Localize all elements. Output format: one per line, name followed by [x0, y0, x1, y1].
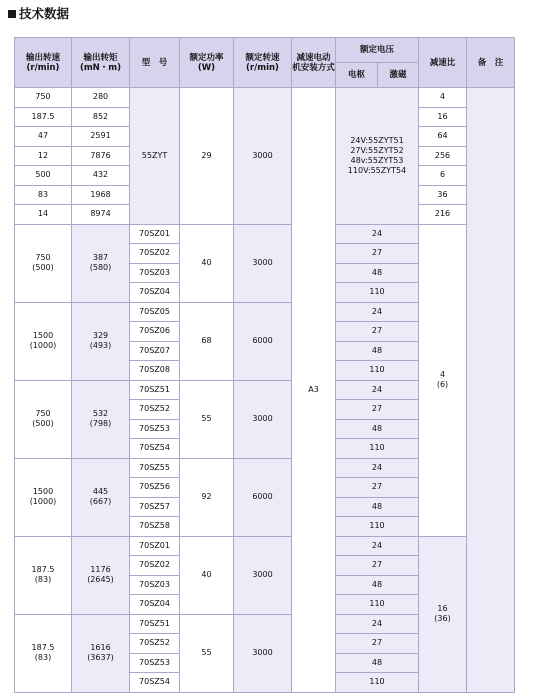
cell-line: 387	[92, 253, 109, 262]
power-cell: 29	[180, 88, 234, 225]
ratio-cell: 16	[419, 107, 467, 127]
voltage-cell: 110	[336, 517, 419, 537]
voltage-cell: 110	[336, 439, 419, 459]
model-cell: 70SZ51	[130, 380, 180, 400]
table-row	[15, 224, 515, 244]
header-output-torque: 输出转矩 (mN・m)	[72, 38, 130, 88]
voltage-cell: 48	[336, 263, 419, 283]
cell-line: (83)	[34, 575, 52, 584]
cell-line: 1500	[32, 331, 54, 340]
torque-cell	[72, 224, 130, 302]
ratio-cell	[419, 536, 467, 692]
model-cell: 55ZYT	[130, 88, 180, 225]
cell-line: 4	[439, 370, 446, 379]
cell-line: (2645)	[87, 575, 114, 584]
voltage-cell: 24	[336, 302, 419, 322]
model-cell: 70SZ06	[130, 322, 180, 342]
cell-line: (1000)	[29, 341, 57, 350]
voltage-cell: 48	[336, 653, 419, 673]
model-cell: 70SZ54	[130, 439, 180, 459]
power-cell: 55	[180, 380, 234, 458]
rated-speed-cell: 3000	[234, 614, 292, 692]
voltage-cell: 24	[336, 380, 419, 400]
speed-cell	[15, 458, 72, 536]
cell-line: (667)	[89, 497, 112, 506]
voltage-cell: 110	[336, 673, 419, 693]
voltage-cell: 27	[336, 556, 419, 576]
torque-cell	[72, 302, 130, 380]
speed-cell: 500	[15, 166, 72, 186]
voltage-cell: 24	[336, 224, 419, 244]
cell-line: (500)	[32, 419, 54, 428]
voltage-cell: 110	[336, 361, 419, 381]
header-rated-speed: 额定转速 (r/min)	[234, 38, 292, 88]
model-cell: 70SZ52	[130, 634, 180, 654]
table-body	[15, 88, 515, 693]
header-output-speed: 输出转速 (r/min)	[15, 38, 72, 88]
cell-line: (493)	[89, 341, 112, 350]
model-cell: 70SZ53	[130, 419, 180, 439]
torque-cell	[72, 614, 130, 692]
rated-speed-cell: 3000	[234, 224, 292, 302]
voltage-cell: 24	[336, 614, 419, 634]
speed-cell: 12	[15, 146, 72, 166]
torque-cell: 8974	[72, 205, 130, 225]
cell-line: (1000)	[29, 497, 57, 506]
speed-cell: 47	[15, 127, 72, 147]
model-cell: 70SZ02	[130, 244, 180, 264]
model-cell: 70SZ56	[130, 478, 180, 498]
voltage-cell: 110	[336, 283, 419, 303]
voltage-cell: 27	[336, 634, 419, 654]
speed-cell	[15, 536, 72, 614]
model-cell: 70SZ04	[130, 283, 180, 303]
rated-speed-cell: 3000	[234, 380, 292, 458]
cell-line: 48v:55ZYT53	[350, 155, 404, 165]
cell-line: 187.5	[31, 643, 55, 652]
speed-cell: 187.5	[15, 107, 72, 127]
header-excitation: 激磁	[378, 63, 419, 88]
voltage-cell: 110	[336, 595, 419, 615]
cell-line: 110V:55ZYT54	[347, 165, 407, 175]
model-cell: 70SZ07	[130, 341, 180, 361]
voltage-cell: 48	[336, 341, 419, 361]
speed-cell	[15, 614, 72, 692]
power-cell: 92	[180, 458, 234, 536]
model-cell: 70SZ51	[130, 614, 180, 634]
speed-cell: 83	[15, 185, 72, 205]
model-cell: 70SZ54	[130, 673, 180, 693]
torque-cell: 7876	[72, 146, 130, 166]
torque-cell: 2591	[72, 127, 130, 147]
model-cell: 70SZ03	[130, 575, 180, 595]
ratio-cell: 4	[419, 88, 467, 108]
torque-cell: 1968	[72, 185, 130, 205]
cell-line: (580)	[89, 263, 112, 272]
model-cell: 70SZ04	[130, 595, 180, 615]
torque-cell: 280	[72, 88, 130, 108]
model-cell: 70SZ52	[130, 400, 180, 420]
cell-line: (83)	[34, 653, 52, 662]
model-cell: 70SZ57	[130, 497, 180, 517]
power-cell: 55	[180, 614, 234, 692]
ratio-cell	[419, 224, 467, 536]
technical-data-table	[14, 37, 515, 693]
model-cell: 70SZ01	[130, 224, 180, 244]
header-armature: 电枢	[336, 63, 378, 88]
rated-speed-cell: 3000	[234, 536, 292, 614]
cell-line: (36)	[434, 614, 451, 623]
cell-line: 1616	[90, 643, 111, 652]
cell-line: 445	[92, 487, 109, 496]
cell-line: (798)	[89, 419, 112, 428]
cell-line: 750	[35, 253, 51, 262]
voltage-cell: 48	[336, 497, 419, 517]
voltage-cell: 24	[336, 458, 419, 478]
ratio-cell: 36	[419, 185, 467, 205]
voltage-cell: 27	[336, 478, 419, 498]
speed-cell: 14	[15, 205, 72, 225]
model-cell: 70SZ02	[130, 556, 180, 576]
rated-speed-cell: 6000	[234, 302, 292, 380]
voltage-cell: 27	[336, 244, 419, 264]
ratio-cell: 216	[419, 205, 467, 225]
model-cell: 70SZ53	[130, 653, 180, 673]
speed-cell: 750	[15, 88, 72, 108]
power-cell: 40	[180, 224, 234, 302]
torque-cell	[72, 536, 130, 614]
cell-line: 24V:55ZYT51	[350, 135, 404, 145]
rated-speed-cell: 3000	[234, 88, 292, 225]
cell-line: 750	[35, 409, 51, 418]
header-model: 型 号	[130, 38, 180, 88]
table-row	[15, 88, 515, 108]
model-cell: 70SZ08	[130, 361, 180, 381]
voltage-cell: 27	[336, 400, 419, 420]
model-cell: 70SZ55	[130, 458, 180, 478]
header-mounting: 减速电动 机安装方式	[292, 38, 336, 88]
speed-cell	[15, 224, 72, 302]
ratio-cell: 256	[419, 146, 467, 166]
power-cell: 40	[180, 536, 234, 614]
speed-cell	[15, 302, 72, 380]
section-title	[8, 6, 69, 22]
power-cell: 68	[180, 302, 234, 380]
header-rated-voltage: 额定电压	[336, 38, 419, 63]
torque-cell: 432	[72, 166, 130, 186]
torque-cell: 852	[72, 107, 130, 127]
square-bullet-icon	[8, 10, 16, 18]
cell-line: 27V:55ZYT52	[350, 145, 404, 155]
table-row	[15, 536, 515, 556]
header-remark: 备 注	[467, 38, 515, 88]
cell-line: (500)	[32, 263, 54, 272]
mounting-cell: A3	[292, 88, 336, 693]
cell-line: 1176	[90, 565, 111, 574]
remark-cell	[467, 88, 515, 693]
cell-line: 187.5	[31, 565, 55, 574]
cell-line: (6)	[436, 380, 449, 389]
header-rated-power: 额定功率 (W)	[180, 38, 234, 88]
model-cell: 70SZ05	[130, 302, 180, 322]
speed-cell	[15, 380, 72, 458]
ratio-cell: 64	[419, 127, 467, 147]
cell-line: 329	[92, 331, 109, 340]
cell-line: 16	[437, 604, 448, 613]
rated-speed-cell: 6000	[234, 458, 292, 536]
cell-line: 532	[92, 409, 109, 418]
model-cell: 70SZ03	[130, 263, 180, 283]
voltage-cell	[336, 88, 419, 225]
model-cell: 70SZ01	[130, 536, 180, 556]
section-title-text: 技术数据	[19, 6, 70, 21]
cell-line: 1500	[32, 487, 54, 496]
cell-line: (3637)	[87, 653, 114, 662]
model-cell: 70SZ58	[130, 517, 180, 537]
voltage-cell: 24	[336, 536, 419, 556]
ratio-cell: 6	[419, 166, 467, 186]
torque-cell	[72, 380, 130, 458]
voltage-cell: 48	[336, 419, 419, 439]
header-ratio: 减速比	[419, 38, 467, 88]
torque-cell	[72, 458, 130, 536]
voltage-cell: 48	[336, 575, 419, 595]
voltage-cell: 27	[336, 322, 419, 342]
